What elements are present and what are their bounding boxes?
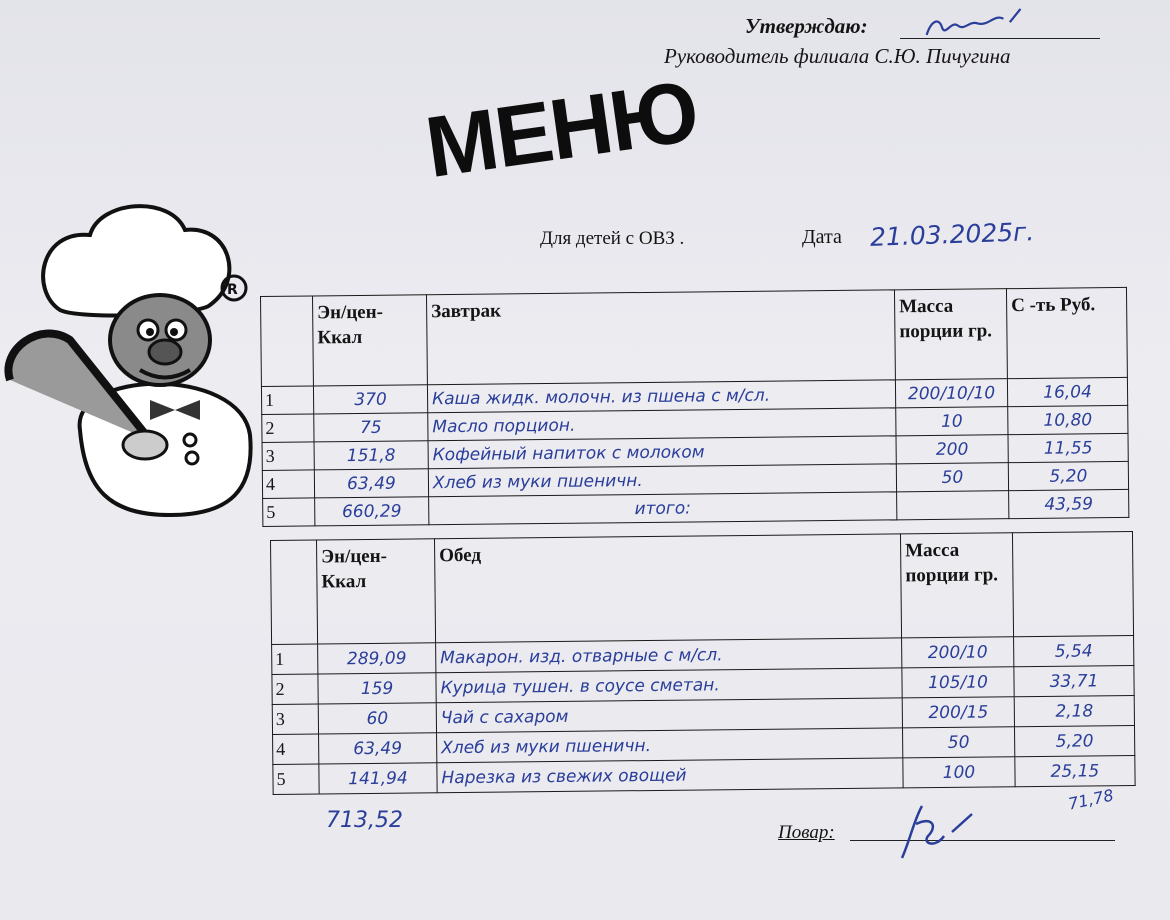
header-mass: Масса порции гр. — [894, 289, 1007, 380]
row-cost: 5,20 — [1008, 461, 1128, 490]
row-cost: 5,54 — [1014, 635, 1134, 666]
cook-signature-line — [850, 840, 1115, 841]
row-cost: 33,71 — [1014, 665, 1134, 696]
row-mass: 200/10/10 — [895, 379, 1007, 408]
header-num-cell — [261, 296, 314, 387]
row-number: 2 — [272, 674, 318, 704]
row-number: 5 — [263, 498, 315, 527]
header-lunch: Обед — [434, 534, 901, 643]
cook-label: Повар: — [778, 822, 835, 843]
row-dish: Кофейный напиток с молоком — [428, 436, 896, 469]
row-kcal: 289,09 — [318, 643, 436, 674]
row-cost: 11,55 — [1008, 433, 1128, 462]
row-number: 3 — [262, 442, 314, 471]
breakfast-cost-total: 43,59 — [1009, 489, 1129, 518]
row-kcal: 159 — [318, 673, 436, 704]
page-title: МЕНЮ — [420, 63, 703, 197]
header-kcal: Эн/цен-Ккал — [313, 295, 428, 386]
cook-signature — [892, 796, 982, 866]
breakfast-total-label: итого: — [429, 492, 897, 525]
row-dish: Макарон. изд. отварные с м/сл. — [436, 638, 902, 673]
header-cost-empty — [1012, 531, 1133, 636]
header-breakfast: Завтрак — [426, 290, 895, 385]
row-cost: 2,18 — [1014, 695, 1134, 726]
row-kcal: 63,49 — [319, 733, 437, 764]
row-mass: 10 — [896, 407, 1008, 436]
row-mass: 50 — [896, 463, 1008, 492]
row-number: 4 — [273, 734, 319, 764]
row-dish: Нарезка из свежих овощей — [437, 758, 903, 793]
lunch-header-row — [271, 531, 1134, 644]
chef-mascot-icon — [0, 190, 280, 520]
breakfast-header-row — [261, 287, 1128, 386]
breakfast-kcal-total: 660,29 — [315, 497, 429, 526]
row-cost: 25,15 — [1015, 755, 1135, 786]
row-dish: Каша жидк. молочн. из пшена с м/сл. — [427, 380, 895, 413]
svg-text:R: R — [227, 282, 238, 298]
row-cost: 16,04 — [1007, 377, 1127, 406]
row-kcal: 63,49 — [314, 469, 428, 498]
row-number: 1 — [261, 386, 313, 415]
header-kcal: Эн/цен-Ккал — [317, 539, 436, 644]
lunch-cost-total: 71,78 — [1066, 785, 1116, 814]
row-dish: Чай с сахаром — [436, 698, 902, 733]
row-kcal: 75 — [314, 413, 428, 442]
director-name: Руководитель филиала С.Ю. Пичугина — [664, 44, 1011, 68]
row-mass: 200/15 — [902, 697, 1014, 728]
date-label: Дата — [802, 226, 842, 248]
approve-label: Утверждаю: — [745, 14, 868, 38]
row-dish: Курица тушен. в соусе сметан. — [436, 668, 902, 703]
row-number: 4 — [262, 470, 314, 499]
row-mass: 100 — [903, 757, 1015, 788]
row-kcal: 141,94 — [319, 763, 437, 794]
row-number: 1 — [272, 644, 318, 674]
header-cost: С -ть Руб. — [1006, 287, 1127, 378]
row-number: 3 — [272, 704, 318, 734]
row-dish: Хлеб из муки пшеничн. — [428, 464, 896, 497]
row-mass: 105/10 — [902, 667, 1014, 698]
row-kcal: 370 — [313, 385, 427, 414]
row-kcal: 151,8 — [314, 441, 428, 470]
row-kcal: 60 — [318, 703, 436, 734]
row-cost: 5,20 — [1014, 725, 1134, 756]
breakfast-table — [260, 287, 1129, 527]
row-dish: Хлеб из муки пшеничн. — [437, 728, 903, 763]
header-num-cell — [271, 540, 318, 644]
menu-subtitle: Для детей с ОВЗ . — [540, 228, 685, 249]
row-number: 5 — [273, 764, 319, 794]
empty-cell — [897, 491, 1009, 520]
row-mass: 50 — [903, 727, 1015, 758]
row-mass: 200 — [896, 435, 1008, 464]
row-cost: 10,80 — [1008, 405, 1128, 434]
lunch-table — [270, 531, 1136, 795]
row-number: 2 — [262, 414, 314, 443]
row-dish: Масло порцион. — [428, 408, 896, 441]
header-mass: Масса порции гр. — [900, 533, 1013, 638]
row-mass: 200/10 — [902, 637, 1014, 668]
date-value: 21.03.2025г. — [869, 217, 1035, 252]
lunch-kcal-total: 713,52 — [326, 808, 403, 833]
